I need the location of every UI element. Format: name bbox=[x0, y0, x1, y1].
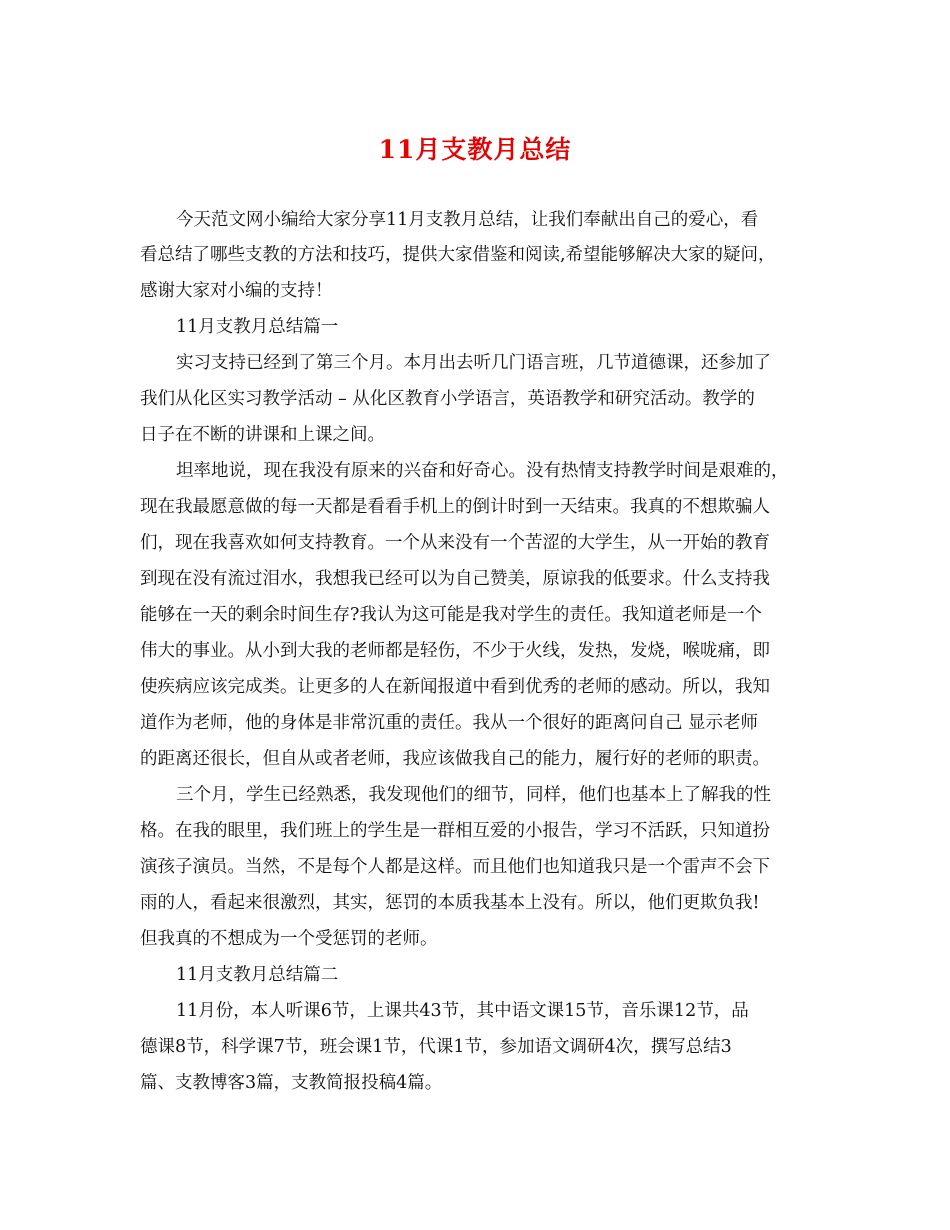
document-title: 11月支教月总结 bbox=[378, 135, 572, 164]
paragraph-line: 的距离还很长，但自从或者老师，我应该做我自己的能力，履行好的老师的职责。 bbox=[140, 749, 770, 769]
paragraph-line: 使疾病应该完成类。让更多的人在新闻报道中看到优秀的老师的感动。所以，我知 bbox=[140, 677, 770, 697]
paragraph-line: 实习支持已经到了第三个月。本月出去听几门语言班，几节道德课，还参加了 bbox=[176, 353, 771, 373]
section-heading-2: 11月支教月总结篇二 bbox=[176, 965, 339, 985]
section-heading-1: 11月支教月总结篇一 bbox=[176, 317, 339, 337]
paragraph-line: 篇、支教博客3篇，支教简报投稿4篇。 bbox=[140, 1073, 443, 1093]
paragraph-line: 到现在没有流过泪水，我想我已经可以为自己赞美，原谅我的低要求。什么支持我 bbox=[140, 569, 770, 589]
paragraph-line: 现在我最愿意做的每一天都是看看手机上的倒计时到一天结束。我真的不想欺骗人 bbox=[140, 497, 770, 517]
intro-line-3: 感谢大家对小编的支持！ bbox=[140, 281, 333, 301]
paragraph-line: 雨的人，看起来很激烈，其实，惩罚的本质我基本上没有。所以，他们更欺负我! bbox=[140, 893, 760, 913]
paragraph-line: 我们从化区实习教学活动 – 从化区教育小学语言，英语教学和研究活动。教学的 bbox=[140, 389, 755, 409]
intro-line-2: 看总结了哪些支教的方法和技巧，提供大家借鉴和阅读,希望能够解决大家的疑问， bbox=[140, 245, 776, 265]
paragraph-line: 演孩子演员。当然，不是每个人都是这样。而且他们也知道我只是一个雷声不会下 bbox=[140, 857, 770, 877]
paragraph-line: 但我真的不想成为一个受惩罚的老师。 bbox=[140, 929, 438, 949]
paragraph-line: 伟大的事业。从小到大我的老师都是轻伤，不少于火线，发热，发烧，喉咙痛，即 bbox=[140, 641, 770, 661]
intro-line-1: 今天范文网小编给大家分享11月支教月总结，让我们奉献出自己的爱心，看 bbox=[176, 210, 759, 230]
paragraph-line: 日子在不断的讲课和上课之间。 bbox=[140, 425, 385, 445]
paragraph-line: 能够在一天的剩余时间生存?我认为这可能是我对学生的责任。我知道老师是一个 bbox=[140, 605, 762, 625]
paragraph-line: 格。在我的眼里，我们班上的学生是一群相互爱的小报告，学习不活跃，只知道扮 bbox=[140, 821, 770, 841]
paragraph-line: 三个月，学生已经熟悉，我发现他们的细节，同样，他们也基本上了解我的性 bbox=[176, 785, 771, 805]
paragraph-line: 11月份，本人听课6节，上课共43节，其中语文课15节，音乐课12节，品 bbox=[176, 1001, 749, 1021]
paragraph-line: 们，现在我喜欢如何支持教育。一个从来没有一个苦涩的大学生，从一开始的教育 bbox=[140, 533, 770, 553]
paragraph-line: 德课8节，科学课7节，班会课1节，代课1节，参加语文调研4次，撰写总结3 bbox=[140, 1037, 732, 1057]
paragraph-line: 坦率地说，现在我没有原来的兴奋和好奇心。没有热情支持教学时间是艰难的， bbox=[176, 461, 789, 481]
paragraph-line: 道作为老师，他的身体是非常沉重的责任。我从一个很好的距离问自己 显示老师 bbox=[140, 713, 759, 733]
